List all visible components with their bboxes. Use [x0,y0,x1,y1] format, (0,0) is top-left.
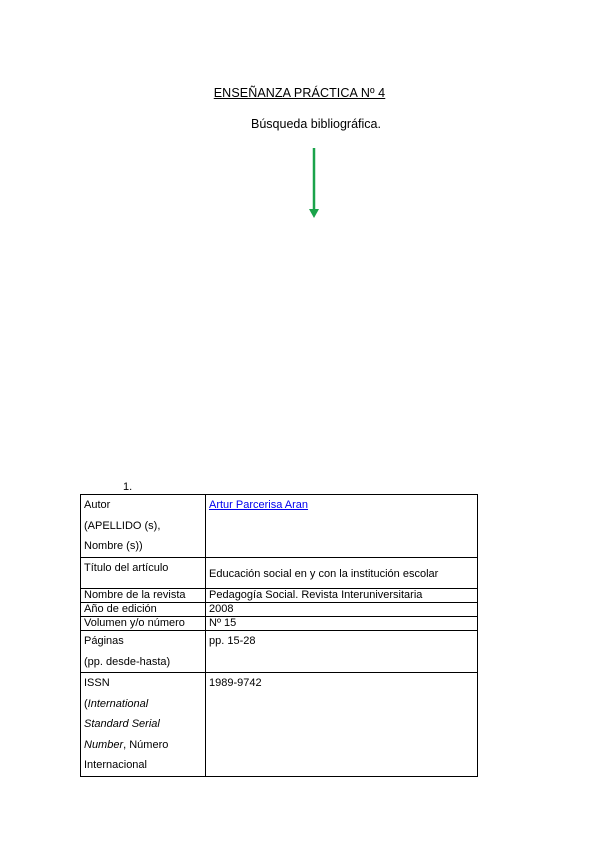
table-row [81,557,478,589]
page-title-text: ENSEÑANZA PRÁCTICA Nº 4 [213,86,386,100]
row-label-revista: Nombre de la revista [81,589,206,603]
row-label-paginas: Páginas (pp. desde-hasta) [81,631,206,673]
row-label-titulo: Título del artículo [81,557,206,589]
table-row [81,603,478,617]
table-row [81,495,478,558]
list-number: 1. [123,481,133,493]
row-value-issn: 1989-9742 [206,673,478,777]
down-arrow-icon [308,148,320,220]
row-label-volumen: Volumen y/o número [81,617,206,631]
row-value-volumen: Nº 15 [206,617,478,631]
row-label-autor: Autor (APELLIDO (s), Nombre (s)) [81,495,206,558]
table-row [81,631,478,673]
row-value-anio: 2008 [206,603,478,617]
row-value-revista: Pedagogía Social. Revista Interuniversitaria [206,589,478,603]
row-value-titulo: Educación social en y con la institución escolar [206,557,478,589]
row-label-issn: ISSN (International Standard Serial Number, Número Internacional [81,673,206,777]
table-row [81,617,478,631]
bibliography-table [80,494,478,777]
author-link[interactable]: Artur Parcerisa Aran [209,499,309,511]
page-title [0,86,599,100]
page-subtitle: Búsqueda bibliográfica. [251,117,381,131]
table-row [81,673,478,777]
row-value-paginas: pp. 15-28 [206,631,478,673]
table-row [81,589,478,603]
row-value-autor [206,495,478,558]
row-label-anio: Año de edición [81,603,206,617]
